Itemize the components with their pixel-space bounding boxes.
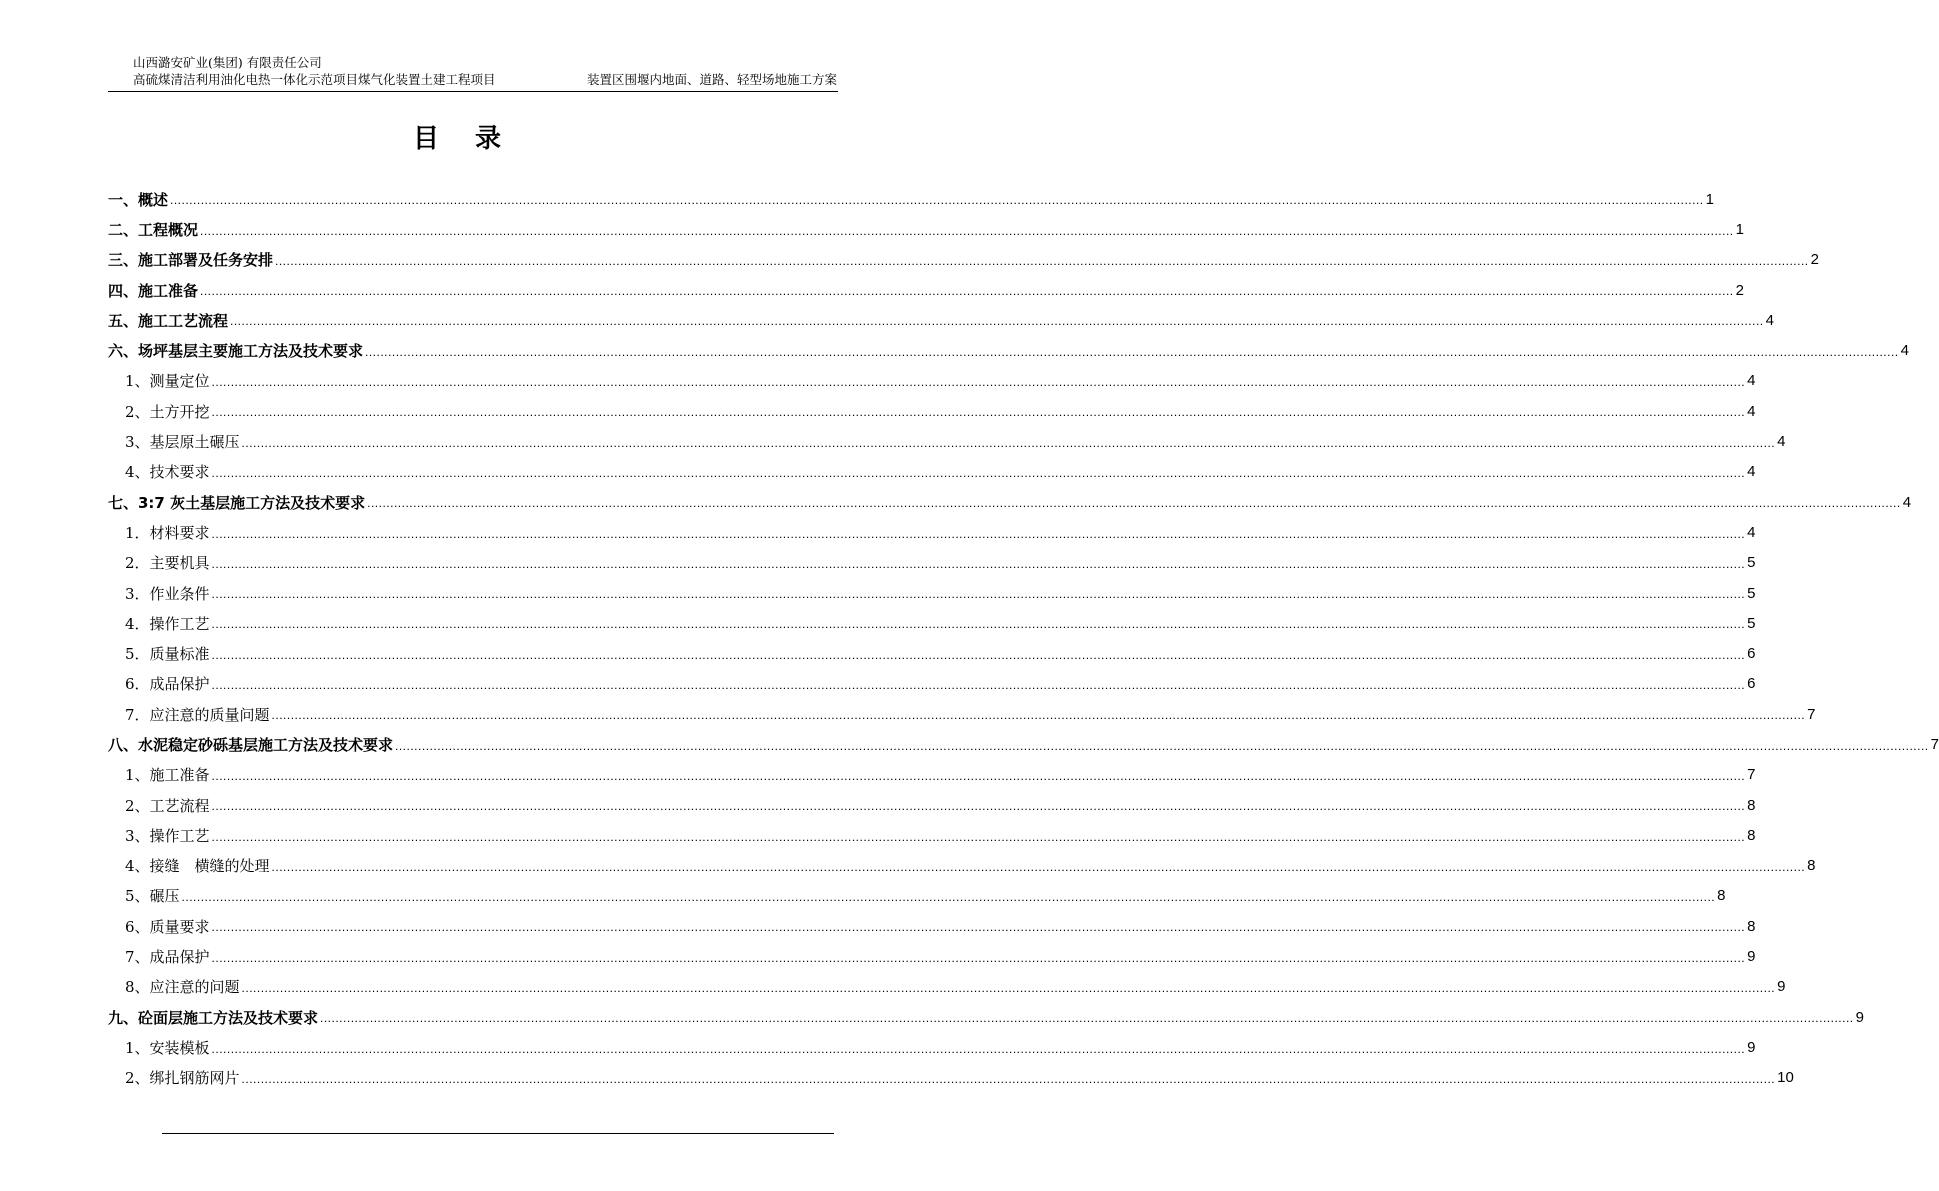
toc-entry-page-number: 4	[1747, 523, 1756, 541]
toc-entry-label: 1．材料要求	[125, 523, 210, 542]
toc-entry[interactable]	[108, 366, 1756, 396]
toc-entry[interactable]	[108, 1063, 1794, 1093]
toc-entry-label: 2、土方开挖	[125, 402, 210, 421]
toc-entry[interactable]	[108, 426, 1786, 456]
toc-dot-leader: ................................................................................................................................................................................................................................................................................................................................................................................................................	[200, 284, 1734, 299]
toc-dot-leader: ................................................................................................................................................................................................................................................................................................................................................................................................................	[211, 920, 1746, 935]
toc-entry-label: 七、3:7 灰土基层施工方法及技术要求	[108, 493, 366, 512]
toc-dot-leader: ................................................................................................................................................................................................................................................................................................................................................................................................................	[211, 465, 1746, 480]
toc-entry-page-number: 2	[1810, 251, 1819, 269]
toc-entry-page-number: 1	[1705, 190, 1714, 208]
toc-dot-leader: ................................................................................................................................................................................................................................................................................................................................................................................................................	[211, 617, 1746, 632]
toc-entry-page-number: 9	[1747, 1038, 1756, 1056]
toc-entry-label: 3．作业条件	[125, 584, 210, 603]
toc-entry-label: 6．成品保护	[125, 675, 210, 694]
toc-entry[interactable]	[108, 820, 1756, 850]
toc-entry[interactable]	[108, 1032, 1756, 1062]
toc-dot-leader: ................................................................................................................................................................................................................................................................................................................................................................................................................	[230, 314, 1764, 329]
toc-entry-page-number: 8	[1747, 917, 1756, 935]
toc-entry-page-number: 8	[1807, 857, 1816, 875]
toc-entry-label: 7、成品保护	[125, 948, 210, 967]
toc-entry[interactable]	[108, 214, 1744, 244]
toc-entry-label: 4．操作工艺	[125, 614, 210, 633]
toc-entry-page-number: 4	[1765, 311, 1774, 329]
toc-dot-leader: ................................................................................................................................................................................................................................................................................................................................................................................................................	[241, 435, 1776, 450]
toc-entry-page-number: 9	[1777, 978, 1786, 996]
toc-dot-leader: ................................................................................................................................................................................................................................................................................................................................................................................................................	[367, 496, 1901, 511]
toc-dot-leader: ................................................................................................................................................................................................................................................................................................................................................................................................................	[170, 193, 1704, 208]
toc-dot-leader: ................................................................................................................................................................................................................................................................................................................................................................................................................	[365, 344, 1899, 359]
toc-entry-page-number: 5	[1747, 614, 1756, 632]
toc-entry-label: 六、场坪基层主要施工方法及技术要求	[108, 342, 364, 361]
toc-dot-leader: ................................................................................................................................................................................................................................................................................................................................................................................................................	[320, 1011, 1854, 1026]
toc-entry[interactable]	[108, 184, 1714, 214]
toc-entry[interactable]	[108, 699, 1816, 729]
toc-entry[interactable]	[108, 669, 1756, 699]
toc-entry-page-number: 2	[1735, 281, 1744, 299]
toc-entry[interactable]	[108, 335, 1909, 365]
toc-dot-leader: ................................................................................................................................................................................................................................................................................................................................................................................................................	[200, 223, 1734, 238]
toc-entry[interactable]	[108, 245, 1819, 275]
toc-dot-leader: ................................................................................................................................................................................................................................................................................................................................................................................................................	[211, 375, 1746, 390]
toc-entry[interactable]	[108, 760, 1756, 790]
toc-dot-leader: ................................................................................................................................................................................................................................................................................................................................................................................................................	[271, 708, 1806, 723]
toc-dot-leader: ................................................................................................................................................................................................................................................................................................................................................................................................................	[211, 829, 1746, 844]
toc-entry-page-number: 6	[1747, 645, 1756, 663]
toc-dot-leader: ................................................................................................................................................................................................................................................................................................................................................................................................................	[211, 768, 1746, 783]
header-divider	[108, 91, 838, 92]
toc-entry-label: 2、绑扎钢筋网片	[125, 1069, 240, 1088]
toc-dot-leader: ................................................................................................................................................................................................................................................................................................................................................................................................................	[211, 1041, 1746, 1056]
page-header	[133, 54, 837, 88]
toc-entry[interactable]	[108, 729, 1939, 759]
toc-entry-page-number: 10	[1777, 1069, 1794, 1087]
toc-entry[interactable]	[108, 1002, 1864, 1032]
toc-entry-page-number: 4	[1747, 402, 1756, 420]
footer-divider	[162, 1133, 834, 1134]
toc-dot-leader: ................................................................................................................................................................................................................................................................................................................................................................................................................	[211, 950, 1746, 965]
table-of-contents	[108, 184, 1939, 1093]
toc-dot-leader: ................................................................................................................................................................................................................................................................................................................................................................................................................	[211, 678, 1746, 693]
toc-entry-page-number: 7	[1807, 705, 1816, 723]
toc-entry-label: 3、操作工艺	[125, 826, 210, 845]
toc-entry[interactable]	[108, 275, 1744, 305]
toc-entry-page-number: 8	[1747, 826, 1756, 844]
toc-entry-page-number: 4	[1777, 433, 1786, 451]
toc-entry[interactable]	[108, 790, 1756, 820]
toc-entry-page-number: 4	[1900, 342, 1909, 360]
toc-entry-page-number: 5	[1747, 584, 1756, 602]
header-project: 高硫煤清洁利用油化电热一体化示范项目煤气化装置土建工程项目	[133, 72, 496, 87]
toc-dot-leader: ................................................................................................................................................................................................................................................................................................................................................................................................................	[395, 738, 1929, 753]
toc-entry-label: 8、应注意的问题	[125, 978, 240, 997]
toc-entry[interactable]	[108, 972, 1786, 1002]
header-document-title: 装置区围堰内地面、道路、轻型场地施工方案	[586, 72, 837, 87]
toc-entry[interactable]	[108, 578, 1756, 608]
toc-entry[interactable]	[108, 517, 1756, 547]
toc-entry-page-number: 5	[1747, 554, 1756, 572]
toc-entry-label: 7．应注意的质量问题	[125, 705, 270, 724]
toc-entry[interactable]	[108, 911, 1756, 941]
toc-entry-label: 一、概述	[108, 190, 169, 209]
toc-entry-label: 5、碾压	[125, 887, 180, 906]
toc-entry-label: 2．主要机具	[125, 554, 210, 573]
toc-entry-label: 三、施工部署及任务安排	[108, 251, 274, 270]
toc-entry-label: 4、技术要求	[125, 463, 210, 482]
toc-entry-label: 五、施工工艺流程	[108, 311, 229, 330]
toc-dot-leader: ................................................................................................................................................................................................................................................................................................................................................................................................................	[271, 859, 1806, 874]
toc-dot-leader: ................................................................................................................................................................................................................................................................................................................................................................................................................	[211, 587, 1746, 602]
toc-entry-label: 3、基层原土碾压	[125, 433, 240, 452]
toc-entry-label: 4、接缝 横缝的处理	[125, 857, 270, 876]
toc-entry[interactable]	[108, 487, 1912, 517]
toc-entry[interactable]	[108, 457, 1756, 487]
toc-entry[interactable]	[108, 396, 1756, 426]
toc-entry-page-number: 7	[1747, 766, 1756, 784]
toc-entry[interactable]	[108, 305, 1774, 335]
toc-entry-label: 1、测量定位	[125, 372, 210, 391]
toc-entry-page-number: 4	[1902, 493, 1912, 511]
toc-dot-leader: ................................................................................................................................................................................................................................................................................................................................................................................................................	[211, 405, 1746, 420]
toc-entry-page-number: 7	[1930, 735, 1939, 753]
toc-entry-page-number: 8	[1717, 887, 1726, 905]
toc-entry-page-number: 8	[1747, 796, 1756, 814]
toc-entry-label: 1、施工准备	[125, 766, 210, 785]
toc-dot-leader: ................................................................................................................................................................................................................................................................................................................................................................................................................	[241, 981, 1776, 996]
header-line	[133, 71, 837, 88]
toc-entry[interactable]	[108, 548, 1756, 578]
toc-entry[interactable]	[108, 941, 1756, 971]
page-title: 目录	[412, 124, 537, 154]
toc-dot-leader: ................................................................................................................................................................................................................................................................................................................................................................................................................	[275, 253, 1809, 268]
toc-entry[interactable]	[108, 638, 1756, 668]
toc-entry-label: 二、工程概况	[108, 220, 199, 239]
toc-entry[interactable]	[108, 881, 1726, 911]
toc-entry-page-number: 9	[1855, 1008, 1864, 1026]
toc-dot-leader: ................................................................................................................................................................................................................................................................................................................................................................................................................	[211, 647, 1746, 662]
toc-entry[interactable]	[108, 608, 1756, 638]
toc-entry-label: 2、工艺流程	[125, 796, 210, 815]
toc-entry-page-number: 9	[1747, 948, 1756, 966]
toc-entry-page-number: 6	[1747, 675, 1756, 693]
toc-entry-page-number: 1	[1735, 220, 1744, 238]
toc-entry-label: 九、砼面层施工方法及技术要求	[108, 1008, 319, 1027]
toc-entry[interactable]	[108, 851, 1816, 881]
toc-dot-leader: ................................................................................................................................................................................................................................................................................................................................................................................................................	[241, 1071, 1776, 1086]
toc-entry-label: 5．质量标准	[125, 645, 210, 664]
toc-dot-leader: ................................................................................................................................................................................................................................................................................................................................................................................................................	[211, 556, 1746, 571]
toc-entry-label: 八、水泥稳定砂砾基层施工方法及技术要求	[108, 735, 394, 754]
toc-entry-label: 四、施工准备	[108, 281, 199, 300]
toc-entry-page-number: 4	[1747, 372, 1756, 390]
toc-entry-page-number: 4	[1747, 463, 1756, 481]
toc-entry-label: 1、安装模板	[125, 1038, 210, 1057]
header-company: 山西潞安矿业(集团) 有限责任公司	[133, 55, 322, 70]
toc-dot-leader: ................................................................................................................................................................................................................................................................................................................................................................................................................	[181, 890, 1716, 905]
toc-dot-leader: ................................................................................................................................................................................................................................................................................................................................................................................................................	[211, 799, 1746, 814]
toc-entry-label: 6、质量要求	[125, 917, 210, 936]
toc-dot-leader: ................................................................................................................................................................................................................................................................................................................................................................................................................	[211, 526, 1746, 541]
